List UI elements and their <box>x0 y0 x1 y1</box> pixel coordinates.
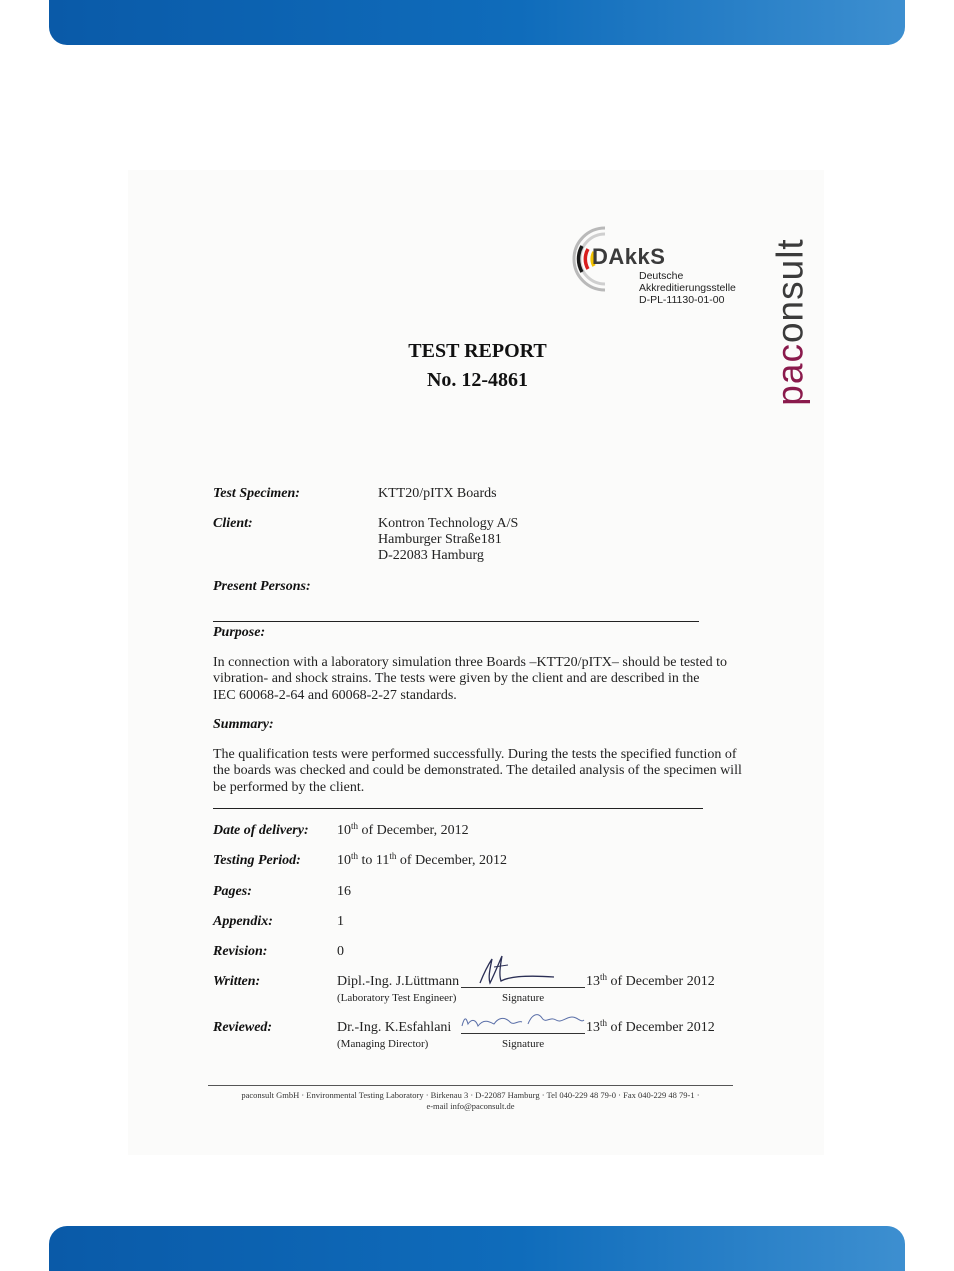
written-role: (Laboratory Test Engineer) <box>337 992 457 1004</box>
reviewed-role: (Managing Director) <box>337 1038 429 1050</box>
divider-2 <box>213 808 703 809</box>
appendix-value: 1 <box>337 914 344 929</box>
purpose-text: In connection with a laboratory simulation three Boards –KTT20/pITX– should be tested to vibration- and shock strains. The tests were given by the client and are described in the IEC 60068-2-64 and 60068-2-27 standards. <box>213 655 727 703</box>
paconsult-brand-logo: paconsult <box>769 238 811 406</box>
specimen-label: Test Specimen: <box>213 486 300 501</box>
top-banner <box>49 0 905 45</box>
footer-divider <box>208 1085 733 1086</box>
reviewed-date: 13th of December 2012 <box>586 1018 715 1035</box>
reviewed-signature-caption: Signature <box>502 1038 545 1050</box>
client-label: Client: <box>213 516 253 531</box>
revision-value: 0 <box>337 944 344 959</box>
report-number: No. 12-4861 <box>426 369 529 391</box>
present-persons-label: Present Persons: <box>213 579 311 594</box>
summary-text: The qualification tests were performed successfully. During the tests the specified function of the boards was checked and could be demonstrated. The detailed analysis of the specimen will be performed by the client. <box>213 747 742 795</box>
appendix-label: Appendix: <box>213 914 273 929</box>
specimen-value: KTT20/pITX Boards <box>378 486 497 501</box>
written-signature-line <box>461 987 585 988</box>
client-name: Kontron Technology A/S <box>378 516 519 531</box>
purpose-label: Purpose: <box>213 625 266 640</box>
dakks-line-1: Deutsche <box>639 270 684 282</box>
client-street: Hamburger Straße181 <box>378 532 502 547</box>
written-name: Dipl.-Ing. J.Lüttmann <box>337 974 460 989</box>
client-city: D-22083 Hamburg <box>378 548 484 563</box>
footer-email: e-mail info@paconsult.de <box>426 1101 515 1111</box>
pages-value: 16 <box>337 884 351 899</box>
delivery-label: Date of delivery: <box>213 823 309 838</box>
dakks-line-2: Akkreditierungsstelle <box>639 282 736 294</box>
testing-period-label: Testing Period: <box>213 853 301 868</box>
testing-period-value: 10th to 11th of December, 2012 <box>337 851 508 868</box>
divider-1 <box>213 621 699 622</box>
bottom-banner <box>49 1226 905 1271</box>
revision-label: Revision: <box>213 944 268 959</box>
dakks-line-3: D-PL-11130-01-00 <box>639 294 725 306</box>
report-title: TEST REPORT <box>408 340 547 362</box>
reviewed-label: Reviewed: <box>213 1020 273 1035</box>
dakks-logo-name: DAkkS <box>592 244 666 269</box>
footer-address: paconsult GmbH · Environmental Testing Laboratory · Birkenau 3 · D-22087 Hamburg · Tel 040-229 48 79-0 · Fax 040-229 48 79-1 · <box>241 1090 700 1100</box>
written-signature-caption: Signature <box>502 992 545 1004</box>
summary-label: Summary: <box>213 717 274 732</box>
written-date: 13th of December 2012 <box>586 972 715 989</box>
reviewed-signature-image <box>458 1008 586 1034</box>
pages-label: Pages: <box>213 884 252 899</box>
delivery-value: 10th of December, 2012 <box>337 821 469 838</box>
written-label: Written: <box>213 974 261 989</box>
written-signature-image <box>474 953 558 987</box>
reviewed-name: Dr.-Ing. K.Esfahlani <box>337 1020 452 1035</box>
